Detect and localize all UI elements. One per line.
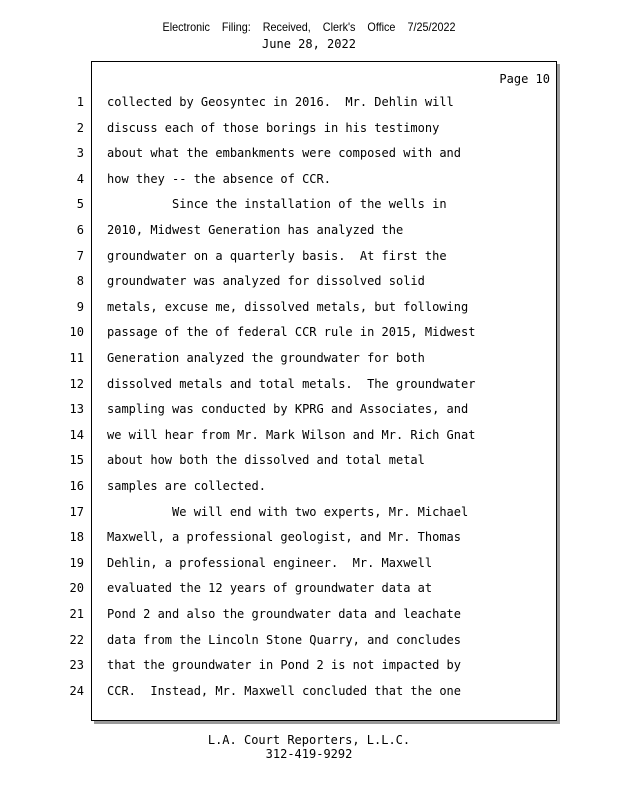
line-number: 8 [76, 274, 84, 288]
line-text: metals, excuse me, dissolved metals, but following [107, 300, 469, 314]
line-text: samples are collected. [107, 479, 266, 493]
line-number: 16 [69, 479, 84, 493]
line-number: 4 [76, 172, 84, 186]
line-text: about what the embankments were composed with and [107, 146, 462, 160]
line-number: 11 [69, 351, 84, 365]
line-text: Since the installation of the wells in [107, 197, 447, 211]
line-number: 10 [69, 325, 84, 339]
footer-company: L.A. Court Reporters, L.L.C. [207, 733, 411, 747]
line-number: 18 [69, 530, 84, 544]
line-text: groundwater on a quarterly basis. At first the [107, 249, 447, 263]
line-text: Pond 2 and also the groundwater data and leachate [107, 607, 462, 621]
line-text: groundwater was analyzed for dissolved solid [107, 274, 425, 288]
page-number: Page 10 [499, 72, 550, 86]
line-text: passage of the of federal CCR rule in 2015, Midwest [107, 325, 476, 339]
line-text: collected by Geosyntec in 2016. Mr. Dehlin will [107, 95, 454, 109]
line-number: 2 [76, 121, 84, 135]
line-text: that the groundwater in Pond 2 is not impacted by [107, 658, 462, 672]
line-number: 1 [76, 95, 84, 109]
line-text: Dehlin, a professional engineer. Mr. Maxwell [107, 556, 433, 570]
line-text: data from the Lincoln Stone Quarry, and concludes [107, 633, 462, 647]
line-number: 9 [76, 300, 84, 314]
line-number: 17 [69, 505, 84, 519]
line-number: 14 [69, 428, 84, 442]
line-text: We will end with two experts, Mr. Michael [107, 505, 469, 519]
line-text: Generation analyzed the groundwater for both [107, 351, 425, 365]
line-number: 21 [69, 607, 84, 621]
line-number: 13 [69, 402, 84, 416]
line-text: how they -- the absence of CCR. [107, 172, 331, 186]
line-text: we will hear from Mr. Mark Wilson and Mr. Rich Gnat [107, 428, 476, 442]
line-text: 2010, Midwest Generation has analyzed the [107, 223, 404, 237]
line-number: 3 [76, 146, 84, 160]
line-number: 22 [69, 633, 84, 647]
line-text: Maxwell, a professional geologist, and Mr. Thomas [107, 530, 462, 544]
line-number: 7 [76, 249, 84, 263]
header-date: June 28, 2022 [262, 37, 356, 51]
line-text: evaluated the 12 years of groundwater data at [107, 581, 433, 595]
line-text: CCR. Instead, Mr. Maxwell concluded that the one [107, 684, 462, 698]
line-number: 12 [69, 377, 84, 391]
line-number: 23 [69, 658, 84, 672]
line-number: 5 [76, 197, 84, 211]
line-text: sampling was conducted by KPRG and Associates, and [107, 402, 469, 416]
footer-phone: 312-419-9292 [265, 747, 353, 761]
line-number: 15 [69, 453, 84, 467]
line-text: discuss each of those borings in his testimony [107, 121, 440, 135]
line-number: 20 [69, 581, 84, 595]
line-text: about how both the dissolved and total metal [107, 453, 425, 467]
line-number: 24 [69, 684, 84, 698]
filing-stamp: Electronic Filing: Received, Clerk's Office 7/25/2022 [162, 20, 456, 34]
line-number: 19 [69, 556, 84, 570]
line-text: dissolved metals and total metals. The groundwater [107, 377, 476, 391]
line-number: 6 [76, 223, 84, 237]
